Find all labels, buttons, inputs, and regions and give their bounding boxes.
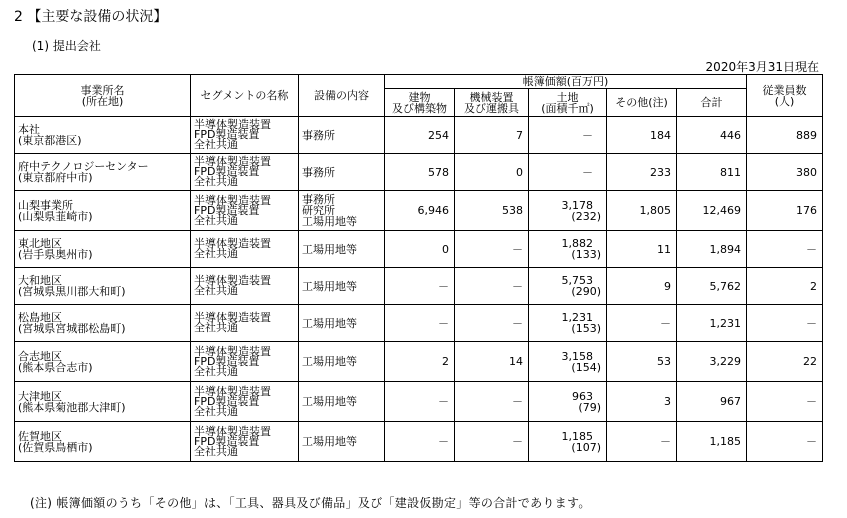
land-area: (107) [571,440,601,454]
land-area: (79) [578,400,601,414]
segment-name: 半導体製造装置 [194,274,271,287]
cell-location [15,154,191,191]
location-name: 山梨事業所 [18,198,73,212]
cell-buildings: 578 [385,154,455,191]
cell-buildings: 6,946 [385,191,455,231]
cell-segment [191,342,299,382]
cell-total: 1,894 [677,231,747,268]
table-row [15,191,823,231]
cell-land [529,268,607,305]
segment-name: 全社共通 [194,364,238,378]
equipment-type: 工場用地等 [302,279,357,293]
table-row [15,268,823,305]
equipment-type: 工場用地等 [302,215,357,228]
cell-segment [191,154,299,191]
cell-land [529,342,607,382]
land-area: (232) [571,209,601,223]
cell-machinery: － [455,422,529,462]
cell-segment [191,191,299,231]
cell-land [529,191,607,231]
cell-segment [191,382,299,422]
land-value: 963 [572,389,593,403]
header-employees: 従業員数 (人) [747,75,823,117]
segment-name: 半導体製造装置 [194,344,271,358]
location-address: (熊本県合志市) [18,360,93,374]
location-name: 大和地区 [18,274,62,287]
cell-location [15,231,191,268]
cell-other: 233 [607,154,677,191]
segment-name: FPD製造装置 [194,203,260,217]
header-segment: セグメントの名称 [191,75,299,117]
cell-employees: － [747,382,823,422]
land-value: 1,231 [561,311,593,324]
cell-employees: 380 [747,154,823,191]
cell-location [15,268,191,305]
location-name: 本社 [18,123,40,136]
header-other: その他(注) [607,89,677,117]
cell-buildings: － [385,422,455,462]
cell-buildings: 2 [385,342,455,382]
segment-name: 全社共通 [194,175,238,188]
land-value: － [582,128,593,142]
segment-name: FPD製造装置 [194,165,260,178]
location-address: (宮城県黒川郡大和町) [18,285,126,298]
table-row [15,382,823,422]
cell-segment [191,422,299,462]
table-row [15,305,823,342]
cell-location [15,382,191,422]
cell-segment [191,305,299,342]
location-name: 合志地区 [18,349,62,363]
cell-equipment [299,342,385,382]
segment-name: FPD製造装置 [194,434,260,448]
cell-buildings: － [385,305,455,342]
section-heading: 2 【主要な設備の状況】 [14,9,168,25]
segment-name: 全社共通 [194,404,238,418]
header-book-value: 帳簿価額(百万円) [385,75,747,89]
cell-total: 811 [677,154,747,191]
land-area: (153) [571,322,601,335]
cell-total: 3,229 [677,342,747,382]
cell-equipment [299,231,385,268]
segment-name: 半導体製造装置 [194,193,271,207]
header-land: 土地 (面積千㎡) [529,89,607,117]
equipment-type: 事務所 [302,193,335,206]
header-machinery: 機械装置 及び運搬具 [455,89,529,117]
segment-name: FPD製造装置 [194,354,260,368]
segment-name: 全社共通 [194,444,238,458]
as-of-date: 2020年3月31日現在 [705,60,819,74]
segment-name: 半導体製造装置 [194,311,271,324]
header-total: 合計 [677,89,747,117]
land-area: (133) [571,248,601,261]
location-name: 東北地区 [18,237,62,250]
cell-equipment [299,154,385,191]
segment-name: 全社共通 [194,247,238,260]
cell-employees: － [747,305,823,342]
location-name: 松島地区 [18,311,62,324]
cell-location [15,117,191,154]
cell-land [529,117,607,154]
land-value: 3,158 [561,349,593,363]
land-value: － [582,165,593,179]
facilities-table [14,74,823,462]
cell-land [529,231,607,268]
land-area: (154) [571,360,601,374]
equipment-type: 事務所 [302,165,335,179]
table-body [15,117,823,462]
cell-total: 446 [677,117,747,154]
cell-employees: － [747,422,823,462]
cell-location [15,422,191,462]
cell-other: 3 [607,382,677,422]
cell-other: － [607,422,677,462]
cell-other: 11 [607,231,677,268]
table-row [15,154,823,191]
segment-name: 全社共通 [194,138,238,151]
cell-location [15,342,191,382]
cell-equipment [299,191,385,231]
cell-land [529,305,607,342]
cell-segment [191,268,299,305]
equipment-type: 工場用地等 [302,395,357,408]
cell-other: 1,805 [607,191,677,231]
segment-name: 全社共通 [194,321,238,334]
equipment-type: 工場用地等 [302,316,357,330]
cell-employees: 889 [747,117,823,154]
cell-machinery: － [455,382,529,422]
table-row [15,231,823,268]
cell-other: 184 [607,117,677,154]
land-area: (290) [571,285,601,298]
section-subheading: (1) 提出会社 [32,39,101,53]
cell-land [529,154,607,191]
cell-buildings: 254 [385,117,455,154]
cell-equipment [299,305,385,342]
cell-total: 5,762 [677,268,747,305]
location-address: (東京都港区) [18,134,82,147]
footnote: (注) 帳簿価額のうち「その他」は、「工具、器具及び備品」及び「建設仮勘定」等の合計であります。 [30,496,591,510]
cell-machinery: － [455,305,529,342]
segment-name: 半導体製造装置 [194,155,271,168]
cell-equipment [299,382,385,422]
cell-location [15,305,191,342]
table-row [15,342,823,382]
location-name: 大津地区 [18,389,62,403]
cell-machinery: 7 [455,117,529,154]
cell-buildings: － [385,268,455,305]
cell-segment [191,117,299,154]
segment-name: 全社共通 [194,284,238,297]
location-address: (東京都府中市) [18,171,93,184]
cell-equipment [299,422,385,462]
cell-machinery: 538 [455,191,529,231]
cell-buildings: － [385,382,455,422]
segment-name: 半導体製造装置 [194,424,271,438]
cell-buildings: 0 [385,231,455,268]
cell-total: 1,231 [677,305,747,342]
cell-equipment [299,268,385,305]
cell-land [529,422,607,462]
segment-name: FPD製造装置 [194,394,260,408]
cell-equipment [299,117,385,154]
cell-location [15,191,191,231]
cell-machinery: 14 [455,342,529,382]
equipment-type: 事務所 [302,128,335,142]
cell-employees: － [747,231,823,268]
cell-machinery: － [455,231,529,268]
cell-other: 9 [607,268,677,305]
cell-machinery: － [455,268,529,305]
land-value: 3,178 [561,198,593,212]
cell-employees: 2 [747,268,823,305]
header-location: 事業所名 (所在地) [15,75,191,117]
location-name: 佐賀地区 [18,429,62,443]
header-buildings: 建物 及び構築物 [385,89,455,117]
location-address: (山梨県韮崎市) [18,209,93,223]
cell-other: － [607,305,677,342]
header-equipment: 設備の内容 [299,75,385,117]
location-name: 府中テクノロジーセンター [18,160,149,173]
segment-name: FPD製造装置 [194,128,260,141]
cell-total: 967 [677,382,747,422]
cell-total: 12,469 [677,191,747,231]
cell-employees: 22 [747,342,823,382]
table-row [15,422,823,462]
equipment-type: 工場用地等 [302,435,357,448]
equipment-type: 工場用地等 [302,242,357,256]
cell-other: 53 [607,342,677,382]
equipment-type: 工場用地等 [302,355,357,368]
land-value: 1,882 [561,237,593,250]
segment-name: 半導体製造装置 [194,118,271,131]
cell-total: 1,185 [677,422,747,462]
cell-land [529,382,607,422]
cell-machinery: 0 [455,154,529,191]
equipment-type: 研究所 [302,204,335,217]
location-address: (佐賀県鳥栖市) [18,440,93,454]
table-header-row-1 [15,75,823,89]
cell-employees: 176 [747,191,823,231]
table-row [15,117,823,154]
segment-name: 全社共通 [194,213,238,227]
land-value: 1,185 [561,429,593,443]
location-address: (熊本県菊池郡大津町) [18,400,126,414]
cell-segment [191,231,299,268]
segment-name: 半導体製造装置 [194,237,271,250]
segment-name: 半導体製造装置 [194,384,271,398]
land-value: 5,753 [561,274,593,287]
location-address: (岩手県奥州市) [18,248,93,261]
location-address: (宮城県宮城郡松島町) [18,322,126,335]
